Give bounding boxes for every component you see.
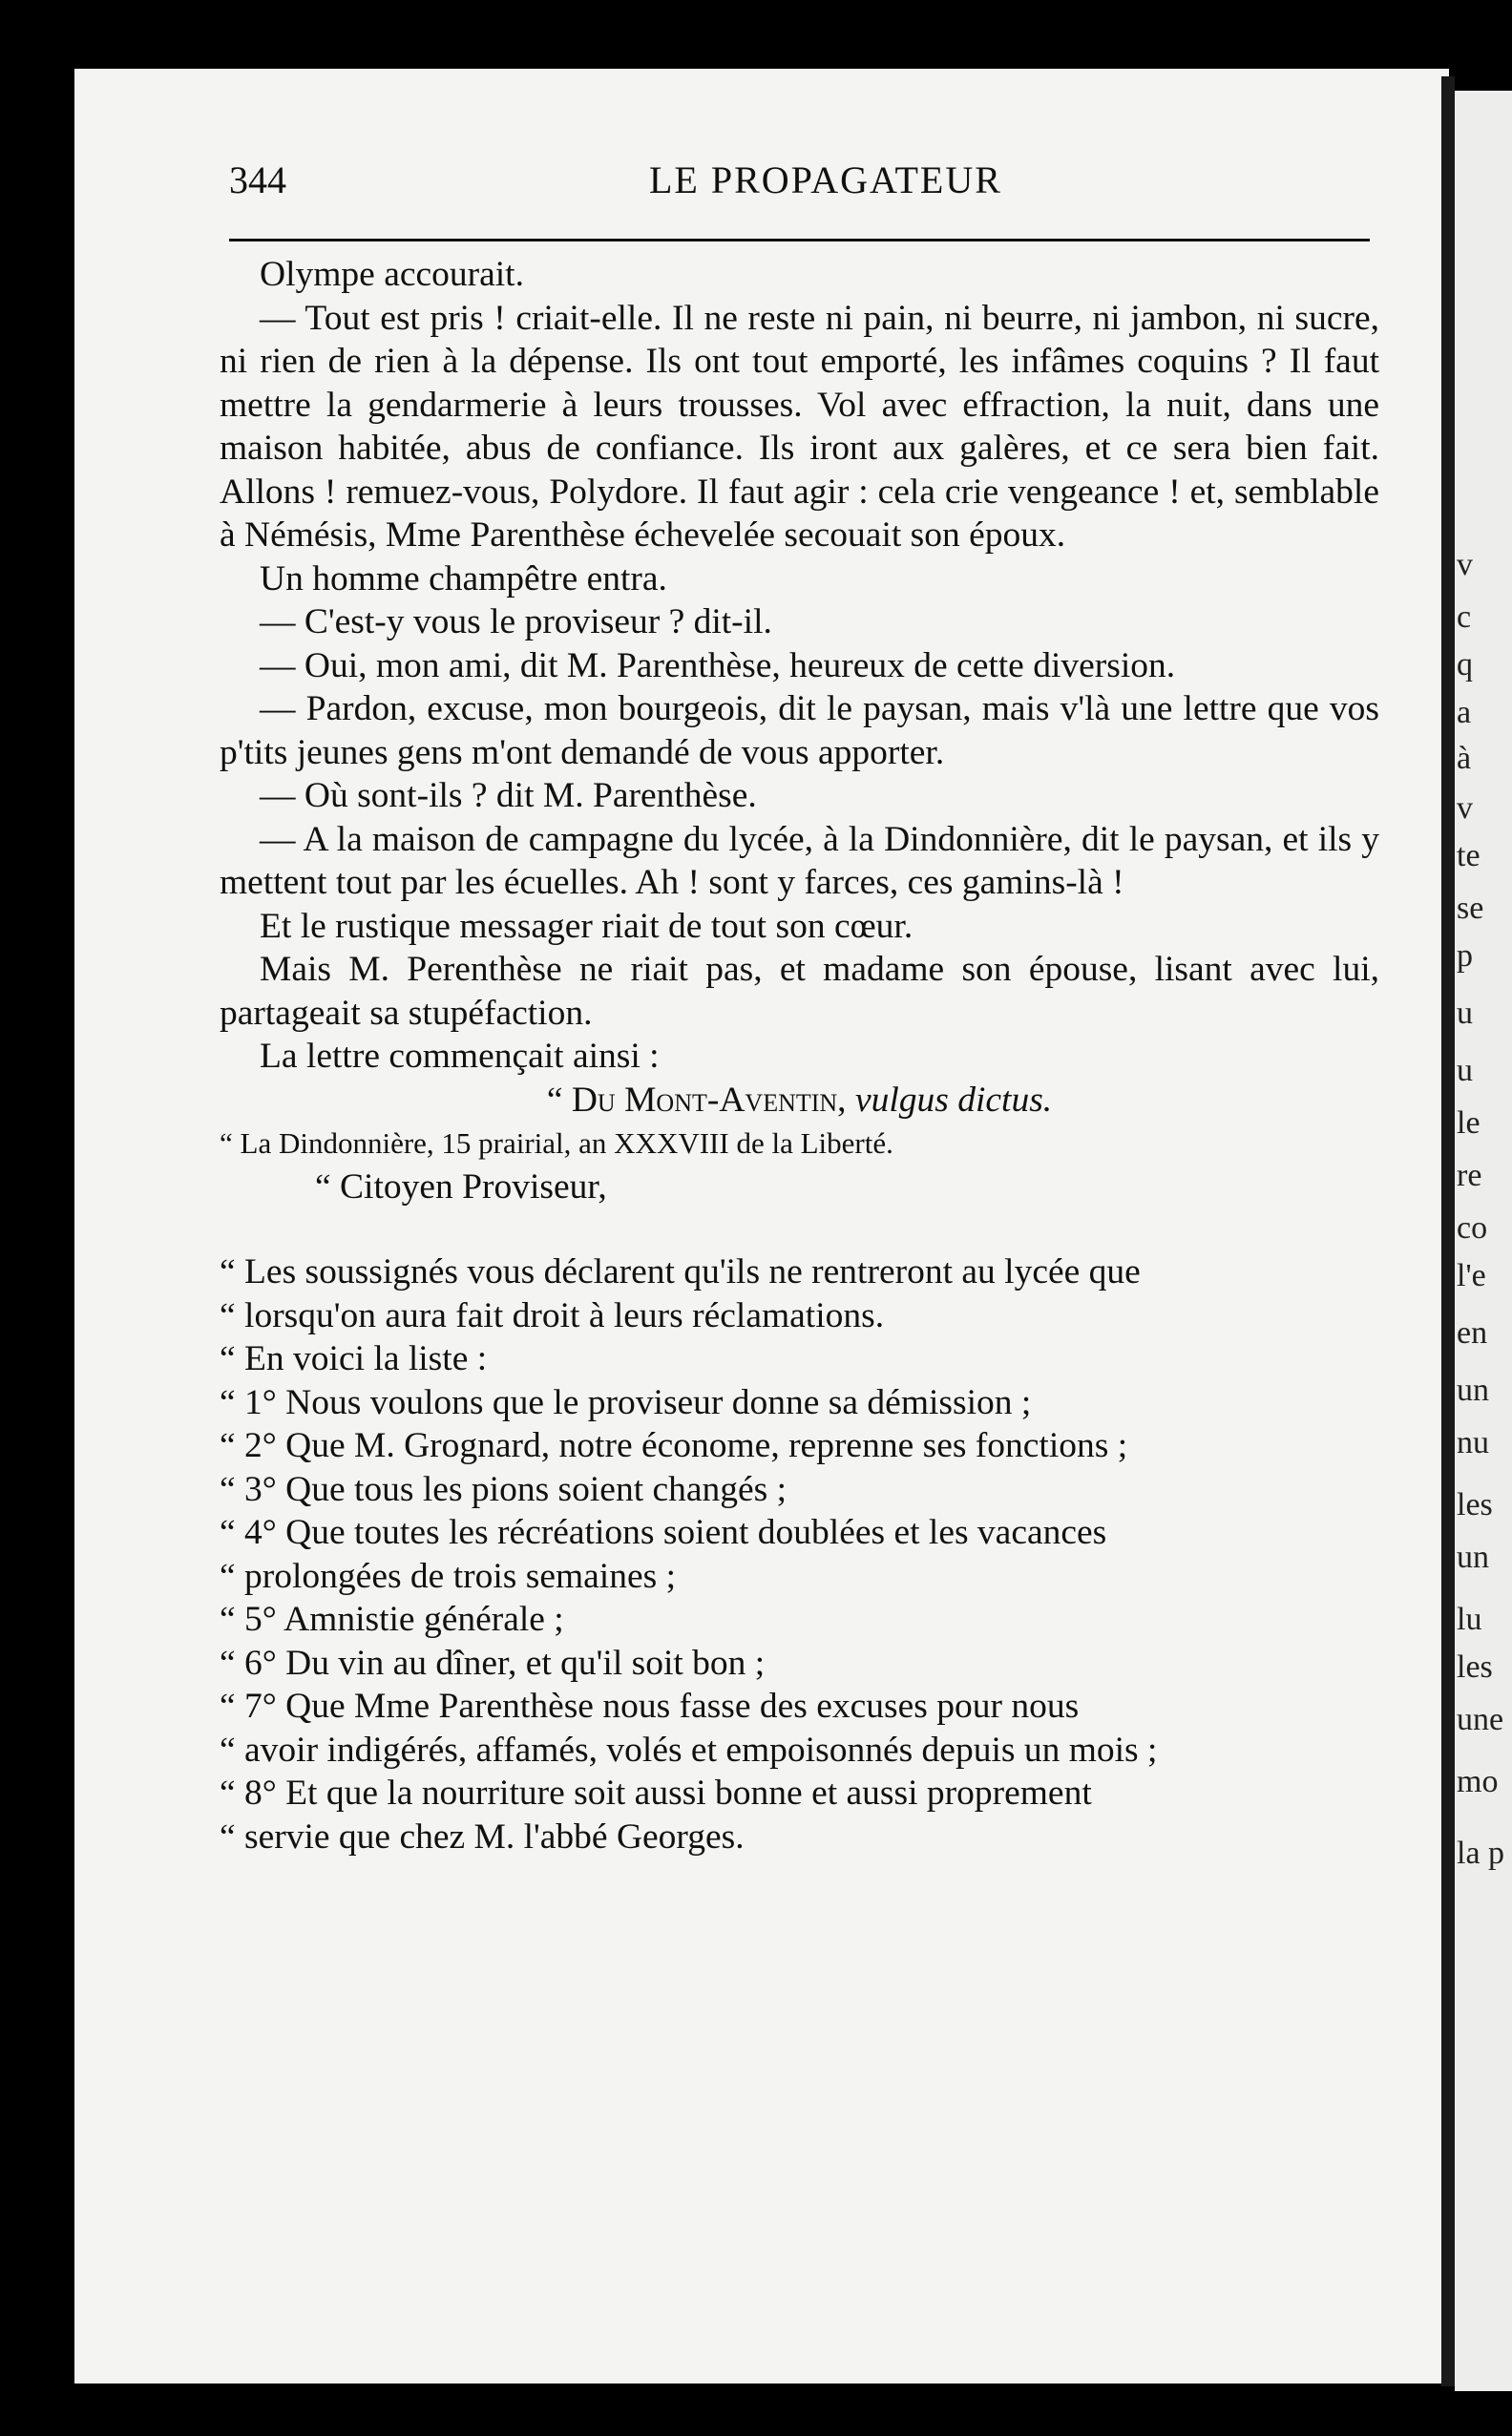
letter-line: “ 8° Et que la nourriture soit aussi bonne et aussi proprement <box>220 1774 1092 1813</box>
paragraph: Un homme champêtre entra. <box>260 558 667 598</box>
letter-line: “ En voici la liste : <box>220 1339 488 1378</box>
letter-line: “ 1° Nous voulons que le proviseur donne sa démission ; <box>220 1382 1032 1422</box>
facing-page-edge <box>1455 91 1512 2391</box>
paragraph: — Tout est pris ! criait-elle. Il ne reste ni pain, ni beurre, ni jambon, ni sucre, ni rien de rien à la dépense. Ils ont tout emporté, les infâmes coquins ? Il faut mettre la gendarmerie à leurs trousses. Vol avec effraction, la nuit, dans une maison habitée, abus de confiance. Ils iront aux galères, et ce sera bien fait. Allons ! remuez-vous, Polydore. Il faut agir : cela crie vengeance ! et, semblable à Némésis, Mme Parenthèse échevelée secouait son époux. <box>220 298 1379 555</box>
facing-page-fragment: la p <box>1457 1836 1505 1871</box>
facing-page-fragment: nu <box>1457 1425 1489 1460</box>
paragraph: Et le rustique messager riait de tout son cœur. <box>260 906 914 946</box>
letter-salutation: “ Citoyen Proviseur, <box>315 1166 607 1207</box>
header-rule <box>229 239 1370 242</box>
letter-line: “ 6° Du vin au dîner, et qu'il soit bon ; <box>220 1643 766 1683</box>
book-spine <box>1441 76 1455 2386</box>
facing-page-fragment: v <box>1457 790 1473 826</box>
facing-page-fragment: a <box>1457 695 1472 730</box>
facing-page-fragment: l'e <box>1457 1258 1486 1293</box>
facing-page-fragment: en <box>1457 1315 1488 1351</box>
paragraph: — Pardon, excuse, mon bourgeois, dit le paysan, mais v'là une lettre que vos p'tits jeunes gens m'ont demandé de vous apporter. <box>220 689 1379 772</box>
letter-heading-place: Du Mont-Aventin, <box>571 1080 847 1120</box>
facing-page-fragment: te <box>1457 838 1480 873</box>
letter-line: “ 3° Que tous les pions soient changés ; <box>220 1469 788 1509</box>
facing-page-fragment: les <box>1457 1487 1493 1522</box>
letter-line: “ 4° Que toutes les récréations soient doublées et les vacances <box>220 1513 1107 1552</box>
facing-page-fragment: u <box>1457 996 1473 1031</box>
letter-line: “ avoir indigérés, affamés, volés et empoisonnés depuis un mois ; <box>220 1730 1158 1770</box>
facing-page-fragment: re <box>1457 1158 1482 1193</box>
letter-line: “ servie que chez M. l'abbé Georges. <box>220 1816 745 1857</box>
paragraph: — Où sont-ils ? dit M. Parenthèse. <box>260 776 757 815</box>
paragraph: Mais M. Perenthèse ne riait pas, et madame son épouse, lisant avec lui, partageait sa stupéfaction. <box>220 950 1379 1033</box>
facing-page-fragment: co <box>1457 1210 1488 1246</box>
letter-line: “ lorsqu'on aura fait droit à leurs réclamations. <box>220 1295 885 1335</box>
running-title: LE PROPAGATEUR <box>649 158 1002 201</box>
facing-page-fragment: lu <box>1457 1602 1482 1637</box>
paragraph: Olympe accourait. <box>260 255 524 294</box>
letter-line: “ 2° Que M. Grognard, notre économe, reprenne ses fonctions ; <box>220 1426 1128 1465</box>
facing-page-fragment: un <box>1457 1373 1489 1408</box>
facing-page-fragment: v <box>1457 547 1473 582</box>
paragraph: La lettre commençait ainsi : <box>260 1037 660 1076</box>
paragraph: — C'est-y vous le proviseur ? dit-il. <box>260 602 772 641</box>
facing-page-fragment: c <box>1457 599 1472 635</box>
letter-heading <box>220 1079 1379 1123</box>
letter-line: “ 5° Amnistie générale ; <box>220 1600 564 1639</box>
facing-page-fragment: un <box>1457 1540 1489 1575</box>
letter-line: “ Les soussignés vous déclarent qu'ils ne rentreront au lycée que <box>220 1252 1141 1292</box>
letter-line: “ prolongées de trois semaines ; <box>220 1556 676 1596</box>
letter-body <box>220 1250 1379 1858</box>
facing-page-fragment: u <box>1457 1053 1473 1088</box>
paragraph: — A la maison de campagne du lycée, à la Dindonnière, dit le paysan, et ils y mettent tout par les écuelles. Ah ! sont y farces, ces gamins-là ! <box>220 819 1379 902</box>
facing-page-fragment: mo <box>1457 1764 1499 1799</box>
letter-line: “ 7° Que Mme Parenthèse nous fasse des excuses pour nous <box>220 1687 1080 1726</box>
letter-heading-quote: “ <box>546 1080 563 1120</box>
facing-page-fragment: le <box>1457 1105 1480 1141</box>
letter-date-line: “ La Dindonnière, 15 prairial, an XXXVIII de la Liberté. <box>220 1126 893 1160</box>
facing-page-fragment: p <box>1457 938 1473 974</box>
facing-page-fragment: une <box>1457 1702 1504 1737</box>
facing-page-fragment: à <box>1457 741 1472 776</box>
body-text <box>220 253 1379 1858</box>
facing-page-fragment: les <box>1457 1649 1493 1685</box>
facing-page-fragment: q <box>1457 647 1473 682</box>
page-number: 344 <box>229 158 286 201</box>
facing-page-fragment: se <box>1457 891 1484 926</box>
letter-heading-latin: vulgus dictus. <box>854 1080 1053 1120</box>
paragraph: — Oui, mon ami, dit M. Parenthèse, heureux de cette diversion. <box>260 645 1176 685</box>
page-header <box>229 158 1375 215</box>
